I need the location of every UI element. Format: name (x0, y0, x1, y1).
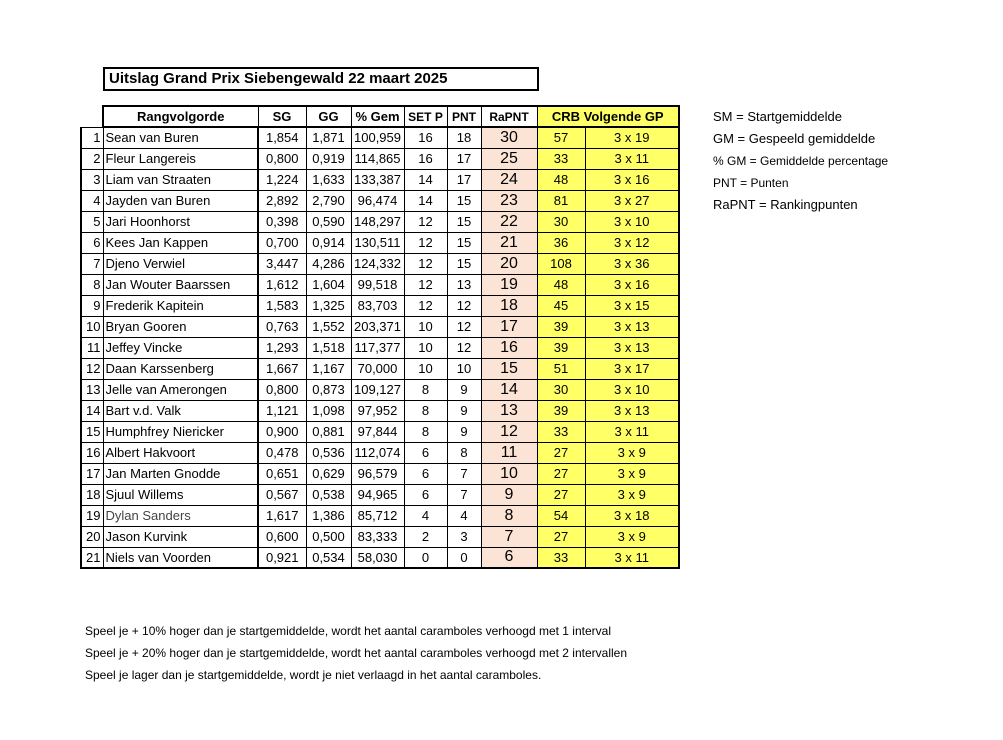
interval-value: 3 x 13 (585, 337, 679, 358)
player-name: Jeffey Vincke (103, 337, 258, 358)
sg-value: 0,800 (258, 379, 306, 400)
pnt-value: 15 (447, 253, 481, 274)
rapnt-value: 7 (481, 526, 537, 547)
gg-value: 0,919 (306, 148, 351, 169)
table-row (81, 442, 679, 463)
player-name: Jan Wouter Baarssen (103, 274, 258, 295)
header-setp: SET P (404, 106, 447, 127)
rank-cell: 6 (81, 232, 103, 253)
gem-percentage: 58,030 (351, 547, 404, 568)
pnt-value: 9 (447, 400, 481, 421)
setp-value: 16 (404, 127, 447, 148)
gem-percentage: 124,332 (351, 253, 404, 274)
gg-value: 0,873 (306, 379, 351, 400)
player-name: Daan Karssenberg (103, 358, 258, 379)
setp-value: 4 (404, 505, 447, 526)
rapnt-value: 30 (481, 127, 537, 148)
rank-cell: 21 (81, 547, 103, 568)
interval-value: 3 x 27 (585, 190, 679, 211)
gg-value: 1,098 (306, 400, 351, 421)
interval-value: 3 x 11 (585, 547, 679, 568)
note-20-percent: Speel je + 20% hoger dan je startgemiddelde, wordt het aantal caramboles verhoogd met 2 intervallen (85, 646, 627, 660)
sg-value: 1,583 (258, 295, 306, 316)
sg-value: 0,800 (258, 148, 306, 169)
table-row (81, 316, 679, 337)
sg-value: 0,600 (258, 526, 306, 547)
rank-cell: 9 (81, 295, 103, 316)
interval-value: 3 x 19 (585, 127, 679, 148)
table-row (81, 358, 679, 379)
table-row (81, 484, 679, 505)
header-crb: CRB Volgende GP (537, 106, 679, 127)
crb-value: 27 (537, 442, 585, 463)
table-row (81, 379, 679, 400)
gem-percentage: 148,297 (351, 211, 404, 232)
gg-value: 1,518 (306, 337, 351, 358)
setp-value: 2 (404, 526, 447, 547)
rank-cell: 4 (81, 190, 103, 211)
rank-cell: 19 (81, 505, 103, 526)
table-row (81, 421, 679, 442)
sg-value: 1,612 (258, 274, 306, 295)
rapnt-value: 22 (481, 211, 537, 232)
crb-value: 57 (537, 127, 585, 148)
footnotes (85, 620, 627, 686)
player-name: Jason Kurvink (103, 526, 258, 547)
player-name: Jari Hoonhorst (103, 211, 258, 232)
table-row (81, 211, 679, 232)
rapnt-value: 19 (481, 274, 537, 295)
gem-percentage: 97,844 (351, 421, 404, 442)
sg-value: 1,667 (258, 358, 306, 379)
sg-value: 0,700 (258, 232, 306, 253)
interval-value: 3 x 9 (585, 463, 679, 484)
header-pnt: PNT (447, 106, 481, 127)
sg-value: 0,651 (258, 463, 306, 484)
setp-value: 10 (404, 358, 447, 379)
setp-value: 8 (404, 400, 447, 421)
interval-value: 3 x 18 (585, 505, 679, 526)
table-row (81, 274, 679, 295)
table-row (81, 232, 679, 253)
rapnt-value: 23 (481, 190, 537, 211)
crb-value: 81 (537, 190, 585, 211)
player-name: Fleur Langereis (103, 148, 258, 169)
table-row (81, 169, 679, 190)
header-rapnt: RaPNT (481, 106, 537, 127)
setp-value: 14 (404, 169, 447, 190)
rank-cell: 5 (81, 211, 103, 232)
pnt-value: 9 (447, 379, 481, 400)
crb-value: 30 (537, 379, 585, 400)
crb-value: 39 (537, 316, 585, 337)
rapnt-value: 15 (481, 358, 537, 379)
setp-value: 14 (404, 190, 447, 211)
sg-value: 0,567 (258, 484, 306, 505)
header-rangvolgorde: Rangvolgorde (103, 106, 258, 127)
crb-value: 39 (537, 400, 585, 421)
rank-cell: 16 (81, 442, 103, 463)
pnt-value: 17 (447, 148, 481, 169)
table-row (81, 526, 679, 547)
player-name: Humphfrey Niericker (103, 421, 258, 442)
crb-value: 33 (537, 421, 585, 442)
rank-cell: 18 (81, 484, 103, 505)
sg-value: 0,398 (258, 211, 306, 232)
gem-percentage: 83,333 (351, 526, 404, 547)
rank-cell: 12 (81, 358, 103, 379)
legend-gm: GM = Gespeeld gemiddelde (713, 131, 876, 146)
pnt-value: 12 (447, 316, 481, 337)
crb-value: 51 (537, 358, 585, 379)
pnt-value: 15 (447, 232, 481, 253)
gem-percentage: 97,952 (351, 400, 404, 421)
header-gem: % Gem (351, 106, 404, 127)
player-name: Djeno Verwiel (103, 253, 258, 274)
pnt-value: 4 (447, 505, 481, 526)
interval-value: 3 x 9 (585, 484, 679, 505)
sg-value: 0,921 (258, 547, 306, 568)
sg-value: 1,617 (258, 505, 306, 526)
crb-value: 39 (537, 337, 585, 358)
rank-cell: 14 (81, 400, 103, 421)
gg-value: 1,386 (306, 505, 351, 526)
rank-cell: 7 (81, 253, 103, 274)
table-row (81, 547, 679, 568)
table-row (81, 190, 679, 211)
player-name: Jayden van Buren (103, 190, 258, 211)
pnt-value: 3 (447, 526, 481, 547)
gem-percentage: 109,127 (351, 379, 404, 400)
legend-pnt: PNT = Punten (713, 176, 789, 190)
gg-value: 2,790 (306, 190, 351, 211)
pnt-value: 7 (447, 463, 481, 484)
gem-percentage: 99,518 (351, 274, 404, 295)
gg-value: 0,881 (306, 421, 351, 442)
gem-percentage: 112,074 (351, 442, 404, 463)
crb-value: 45 (537, 295, 585, 316)
results-table (80, 105, 680, 569)
interval-value: 3 x 15 (585, 295, 679, 316)
pnt-value: 7 (447, 484, 481, 505)
table-row (81, 127, 679, 148)
document-title: Uitslag Grand Prix Siebengewald 22 maart 2025 (103, 67, 539, 91)
gem-percentage: 85,712 (351, 505, 404, 526)
setp-value: 10 (404, 337, 447, 358)
player-name: Jan Marten Gnodde (103, 463, 258, 484)
pnt-value: 13 (447, 274, 481, 295)
rank-cell: 13 (81, 379, 103, 400)
setp-value: 12 (404, 211, 447, 232)
pnt-value: 9 (447, 421, 481, 442)
gem-percentage: 100,959 (351, 127, 404, 148)
rapnt-value: 16 (481, 337, 537, 358)
gg-value: 4,286 (306, 253, 351, 274)
crb-value: 36 (537, 232, 585, 253)
sg-value: 3,447 (258, 253, 306, 274)
sg-value: 0,478 (258, 442, 306, 463)
crb-value: 108 (537, 253, 585, 274)
rank-cell: 3 (81, 169, 103, 190)
rank-cell: 10 (81, 316, 103, 337)
table-row (81, 253, 679, 274)
setp-value: 0 (404, 547, 447, 568)
setp-value: 8 (404, 379, 447, 400)
rank-cell: 2 (81, 148, 103, 169)
crb-value: 33 (537, 547, 585, 568)
table-row (81, 505, 679, 526)
gg-value: 0,590 (306, 211, 351, 232)
gem-percentage: 203,371 (351, 316, 404, 337)
table-row (81, 400, 679, 421)
gem-percentage: 70,000 (351, 358, 404, 379)
setp-value: 10 (404, 316, 447, 337)
legend-sm: SM = Startgemiddelde (713, 109, 842, 124)
rapnt-value: 25 (481, 148, 537, 169)
gg-value: 1,633 (306, 169, 351, 190)
gg-value: 0,536 (306, 442, 351, 463)
sg-value: 1,293 (258, 337, 306, 358)
legend (713, 106, 888, 216)
interval-value: 3 x 11 (585, 148, 679, 169)
pnt-value: 18 (447, 127, 481, 148)
sg-value: 1,121 (258, 400, 306, 421)
gg-value: 0,914 (306, 232, 351, 253)
crb-value: 27 (537, 526, 585, 547)
rapnt-value: 14 (481, 379, 537, 400)
interval-value: 3 x 9 (585, 526, 679, 547)
pnt-value: 12 (447, 337, 481, 358)
crb-value: 27 (537, 463, 585, 484)
gem-percentage: 96,474 (351, 190, 404, 211)
sg-value: 0,763 (258, 316, 306, 337)
interval-value: 3 x 17 (585, 358, 679, 379)
gg-value: 1,604 (306, 274, 351, 295)
rapnt-value: 12 (481, 421, 537, 442)
note-10-percent: Speel je + 10% hoger dan je startgemiddelde, wordt het aantal caramboles verhoogd met 1 interval (85, 624, 611, 638)
setp-value: 6 (404, 463, 447, 484)
rank-cell: 8 (81, 274, 103, 295)
rapnt-value: 20 (481, 253, 537, 274)
setp-value: 6 (404, 484, 447, 505)
interval-value: 3 x 13 (585, 400, 679, 421)
rapnt-value: 13 (481, 400, 537, 421)
interval-value: 3 x 10 (585, 211, 679, 232)
sg-value: 1,224 (258, 169, 306, 190)
rank-cell: 1 (81, 127, 103, 148)
setp-value: 8 (404, 421, 447, 442)
gg-value: 1,871 (306, 127, 351, 148)
header-gg: GG (306, 106, 351, 127)
gg-value: 0,538 (306, 484, 351, 505)
pnt-value: 15 (447, 190, 481, 211)
table-row (81, 337, 679, 358)
rapnt-value: 10 (481, 463, 537, 484)
interval-value: 3 x 16 (585, 274, 679, 295)
rank-cell: 20 (81, 526, 103, 547)
gg-value: 0,629 (306, 463, 351, 484)
gg-value: 0,534 (306, 547, 351, 568)
player-name: Sjuul Willems (103, 484, 258, 505)
setp-value: 12 (404, 232, 447, 253)
setp-value: 6 (404, 442, 447, 463)
interval-value: 3 x 10 (585, 379, 679, 400)
player-name: Niels van Voorden (103, 547, 258, 568)
legend-rapnt: RaPNT = Rankingpunten (713, 197, 858, 212)
rapnt-value: 8 (481, 505, 537, 526)
gem-percentage: 133,387 (351, 169, 404, 190)
rapnt-value: 11 (481, 442, 537, 463)
rank-cell: 17 (81, 463, 103, 484)
pnt-value: 10 (447, 358, 481, 379)
interval-value: 3 x 36 (585, 253, 679, 274)
pnt-value: 12 (447, 295, 481, 316)
crb-value: 48 (537, 169, 585, 190)
gem-percentage: 96,579 (351, 463, 404, 484)
pnt-value: 8 (447, 442, 481, 463)
table-row (81, 463, 679, 484)
crb-value: 30 (537, 211, 585, 232)
player-name: Kees Jan Kappen (103, 232, 258, 253)
pnt-value: 0 (447, 547, 481, 568)
sg-value: 2,892 (258, 190, 306, 211)
gem-percentage: 117,377 (351, 337, 404, 358)
table-row (81, 295, 679, 316)
setp-value: 12 (404, 295, 447, 316)
table-row (81, 148, 679, 169)
rank-cell: 11 (81, 337, 103, 358)
header-sg: SG (258, 106, 306, 127)
legend-pct-gm: % GM = Gemiddelde percentage (713, 154, 889, 168)
player-name: Frederik Kapitein (103, 295, 258, 316)
setp-value: 12 (404, 274, 447, 295)
interval-value: 3 x 16 (585, 169, 679, 190)
crb-value: 27 (537, 484, 585, 505)
setp-value: 12 (404, 253, 447, 274)
rank-cell: 15 (81, 421, 103, 442)
rapnt-value: 6 (481, 547, 537, 568)
rapnt-value: 17 (481, 316, 537, 337)
note-lower: Speel je lager dan je startgemiddelde, wordt je niet verlaagd in het aantal caramboles. (85, 668, 542, 682)
gg-value: 1,167 (306, 358, 351, 379)
player-name: Albert Hakvoort (103, 442, 258, 463)
player-name: Liam van Straaten (103, 169, 258, 190)
rapnt-value: 21 (481, 232, 537, 253)
gem-percentage: 130,511 (351, 232, 404, 253)
gem-percentage: 114,865 (351, 148, 404, 169)
table-header-row (81, 106, 679, 127)
setp-value: 16 (404, 148, 447, 169)
interval-value: 3 x 9 (585, 442, 679, 463)
rank-header-blank (81, 106, 103, 127)
gem-percentage: 83,703 (351, 295, 404, 316)
player-name: Jelle van Amerongen (103, 379, 258, 400)
pnt-value: 15 (447, 211, 481, 232)
gem-percentage: 94,965 (351, 484, 404, 505)
interval-value: 3 x 12 (585, 232, 679, 253)
rapnt-value: 9 (481, 484, 537, 505)
crb-value: 54 (537, 505, 585, 526)
gg-value: 1,552 (306, 316, 351, 337)
interval-value: 3 x 11 (585, 421, 679, 442)
rapnt-value: 18 (481, 295, 537, 316)
player-name: Sean van Buren (103, 127, 258, 148)
crb-value: 33 (537, 148, 585, 169)
sg-value: 0,900 (258, 421, 306, 442)
player-name: Bryan Gooren (103, 316, 258, 337)
rapnt-value: 24 (481, 169, 537, 190)
sg-value: 1,854 (258, 127, 306, 148)
player-name: Bart v.d. Valk (103, 400, 258, 421)
gg-value: 0,500 (306, 526, 351, 547)
player-name: Dylan Sanders (103, 505, 258, 526)
crb-value: 48 (537, 274, 585, 295)
pnt-value: 17 (447, 169, 481, 190)
gg-value: 1,325 (306, 295, 351, 316)
interval-value: 3 x 13 (585, 316, 679, 337)
